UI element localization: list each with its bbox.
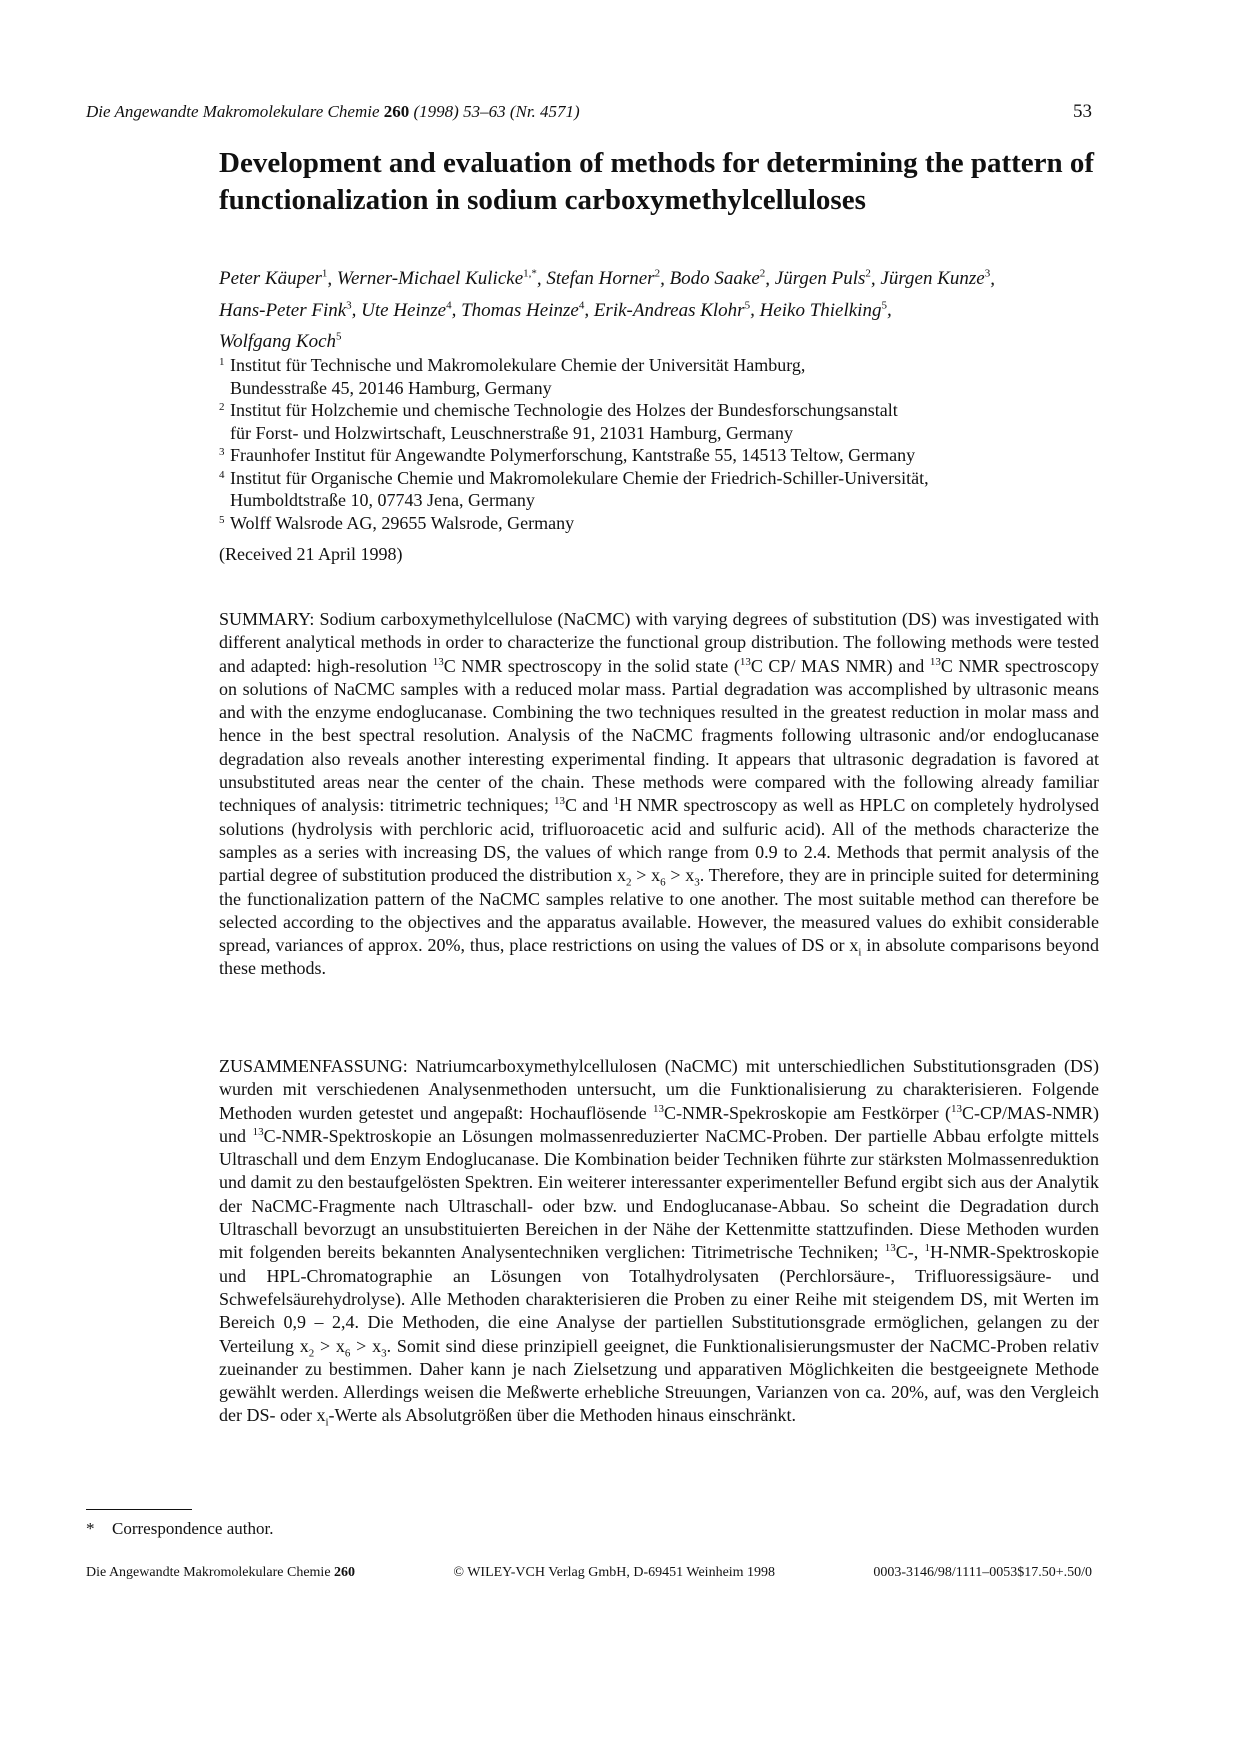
footer-journal: Die Angewandte Makromolekulare Chemie 260 — [86, 1565, 356, 1580]
author-list: Peter Käuper$^1$, Werner-Michael Kulicke$^{1,*}$, Stefan Horner$^2$, Bodo Saake$^2$, Jürgen Puls$^2$, Jürgen Kunze$^3$, Hans-Peter Fink$^3$, Ute Heinze$^4$, Thomas Heinze$^4$, Erik-Andreas Klohr$^5$, Heiko Thielking$^5$, Wolfgang Koch$^5$ — [219, 268, 995, 352]
footer-publisher: © WILEY-VCH Verlag GmbH, D-69451 Weinheim 1998 — [453, 1565, 776, 1580]
author: Wolfgang Koch$^5$ — [219, 330, 342, 352]
author: Hans-Peter Fink$^3$ — [219, 299, 352, 321]
page-number: 53 — [1073, 101, 1092, 122]
affiliation: 1 Institut für Technische und Makromolekulare Chemie der Universität Hamburg, Bundesstraße 45, 20146 Hamburg, Germany — [219, 355, 806, 398]
author: Thomas Heinze$^4$ — [461, 299, 585, 321]
affiliation: 4 Institut für Organische Chemie und Makromolekulare Chemie der Friedrich-Schiller-Universität, Humboldtstraße 10, 07743 Jena, Germany — [219, 467, 929, 510]
footnote-divider — [86, 1509, 192, 1510]
journal-volume: 260 — [383, 102, 410, 121]
author: Erik-Andreas Klohr$^5$ — [593, 299, 751, 321]
author: Ute Heinze$^4$ — [361, 299, 452, 321]
footnote-mark: * — [86, 1519, 95, 1538]
correspondence-footnote — [86, 1518, 273, 1540]
author: Peter Käuper$^1$ — [219, 268, 328, 290]
journal-citation: Die Angewandte Makromolekulare Chemie 260 (1998) 53–63 (Nr. 4571) — [86, 102, 580, 121]
affiliation: 3 Fraunhofer Institut für Angewandte Polymerforschung, Kantstraße 55, 14513 Teltow, Germany — [219, 445, 916, 465]
summary-abstract: SUMMARY: Sodium carboxymethylcellulose (NaCMC) with varying degrees of substitution (DS) was investigated with different analytical methods in order to characterize the functional group distribution. The following methods were tested and adapted: high-resolution $^{13}$C NMR spectroscopy in the solid state ($^{13}$C CP/ MAS NMR) and $^{13}$C NMR spectroscopy on solutions of NaCMC samples with a reduced molar mass. Partial degradation was accomplished by ultrasonic means and with the enzyme endoglucanase. Combining the two techniques resulted in the greatest reduction in molar mass and hence in the best spectral resolution. Analysis of the NaCMC fragments following ultrasonic and/or endoglucanase degradation also reveals another interesting experimental finding. It appears that ultrasonic degradation is favored at unsubstituted areas near the center of the chain. These methods were compared with the following already familiar techniques of analysis: titrimetric techniques; $^{13}$C and $^1$H NMR spectroscopy as well as HPLC on completely hydrolysed solutions (hydrolysis with perchloric acid, trifluoroacetic acid and sulfuric acid). All of the methods characterize the samples as a series with increasing DS, the values of which range from 0.9 to 2.4. Methods that permit analysis of the partial degree of substitution produced the distribution $x_2 > x_6 > x_3$. Therefore, they are in principle suited for determining the functionalization pattern of the NaCMC samples relative to one another. The most suitable method can therefore be selected according to the objectives and the apparatus available. However, the measured values do exhibit considerable spread, variances of approx. 20%, thus, place restrictions on using the values of DS or $x_i$ in absolute comparisons beyond these methods. — [219, 609, 1100, 979]
affiliation: 2 Institut für Holzchemie und chemische Technologie des Holzes der Bundesforschungsanstalt für Forst- und Holzwirtschaft, Leuschnerstraße 91, 21031 Hamburg, Germany — [219, 400, 898, 443]
received-date: (Received 21 April 1998) — [219, 544, 403, 564]
author: Bodo Saake$^2$ — [669, 268, 766, 290]
author: Jürgen Kunze$^3$ — [880, 268, 991, 290]
article-title: Development and evaluation of methods for determining the pattern of functionalization in sodium carboxymethylcelluloses — [219, 147, 1095, 216]
affiliation: 5 Wolff Walsrode AG, 29655 Walsrode, Germany — [219, 512, 575, 533]
affiliation-list — [219, 354, 1099, 534]
footer-code: 0003-3146/98/1111–0053$17.50+.50/0 — [873, 1565, 1092, 1580]
author: Jürgen Puls$^2$ — [774, 268, 871, 290]
author: Stefan Horner$^2$ — [546, 268, 661, 290]
author: Heiko Thielking$^5$ — [759, 299, 887, 321]
zusammenfassung-abstract: ZUSAMMENFASSUNG: Natriumcarboxymethylcellulosen (NaCMC) mit unterschiedlichen Substitutionsgraden (DS) wurden mit verschiedenen Analysenmethoden untersucht, um die Funktionalisierung zu charakterisieren. Folgende Methoden wurden getestet und angepaßt: Hochauflösende $^{13}$C-NMR-Spekroskopie am Festkörper ($^{13}$C-CP/MAS-NMR) und $^{13}$C-NMR-Spektroskopie an Lösungen molmassenreduzierter NaCMC-Proben. Der partielle Abbau erfolgte mittels Ultraschall und dem Enzym Endoglucanase. Die Kombination beider Techniken führte zur stärksten Molmassenreduktion und damit zu den bestaufgelösten Spektren. Ein weiterer interessanter experimenteller Befund ergibt sich aus der Analytik der NaCMC-Fragmente nach Ultraschall- oder bzw. und Endoglucanase-Abbau. So scheint die Degradation durch Ultraschall bevorzugt an unsubstituierten Bereichen in der Nähe der Kettenmitte stattzufinden. Diese Methoden wurden mit folgenden bereits bekannten Analysentechniken verglichen: Titrimetrische Techniken; $^{13}$C-, $^1$H-NMR-Spektroskopie und HPL-Chromatographie an Lösungen von Totalhydrolysaten (Perchlorsäure-, Trifluoressigsäure- und Schwefelsäurehydrolyse). Alle Methoden charakterisieren die Proben zu einer Reihe mit steigendem DS, mit Werten im Bereich 0,9 – 2,4. Die Methoden, die eine Analyse der partiellen Substitutionsgrade ermöglichen, gelangen zu der Verteilung $x_2 > x_6 > x_3$. Somit sind diese prinzipiell geeignet, die Funktionalisierungsmuster der NaCMC-Proben relativ zueinander zu bestimmen. Daher kann je nach Zielsetzung und apparativen Möglichkeiten die bestgeeignete Methode gewählt werden. Allerdings weisen die Meßwerte erhebliche Streuungen, Varianzen von ca. 20%, auf, was den Vergleich der DS- oder $x_i$-Werte als Absolutgrößen über die Methoden hinaus einschränkt. — [219, 1056, 1100, 1430]
running-head — [86, 101, 1092, 123]
author: Werner-Michael Kulicke$^{1,*}$ — [336, 268, 537, 290]
footnote-text: Correspondence author. — [112, 1519, 274, 1538]
page-footer — [86, 1564, 1092, 1582]
